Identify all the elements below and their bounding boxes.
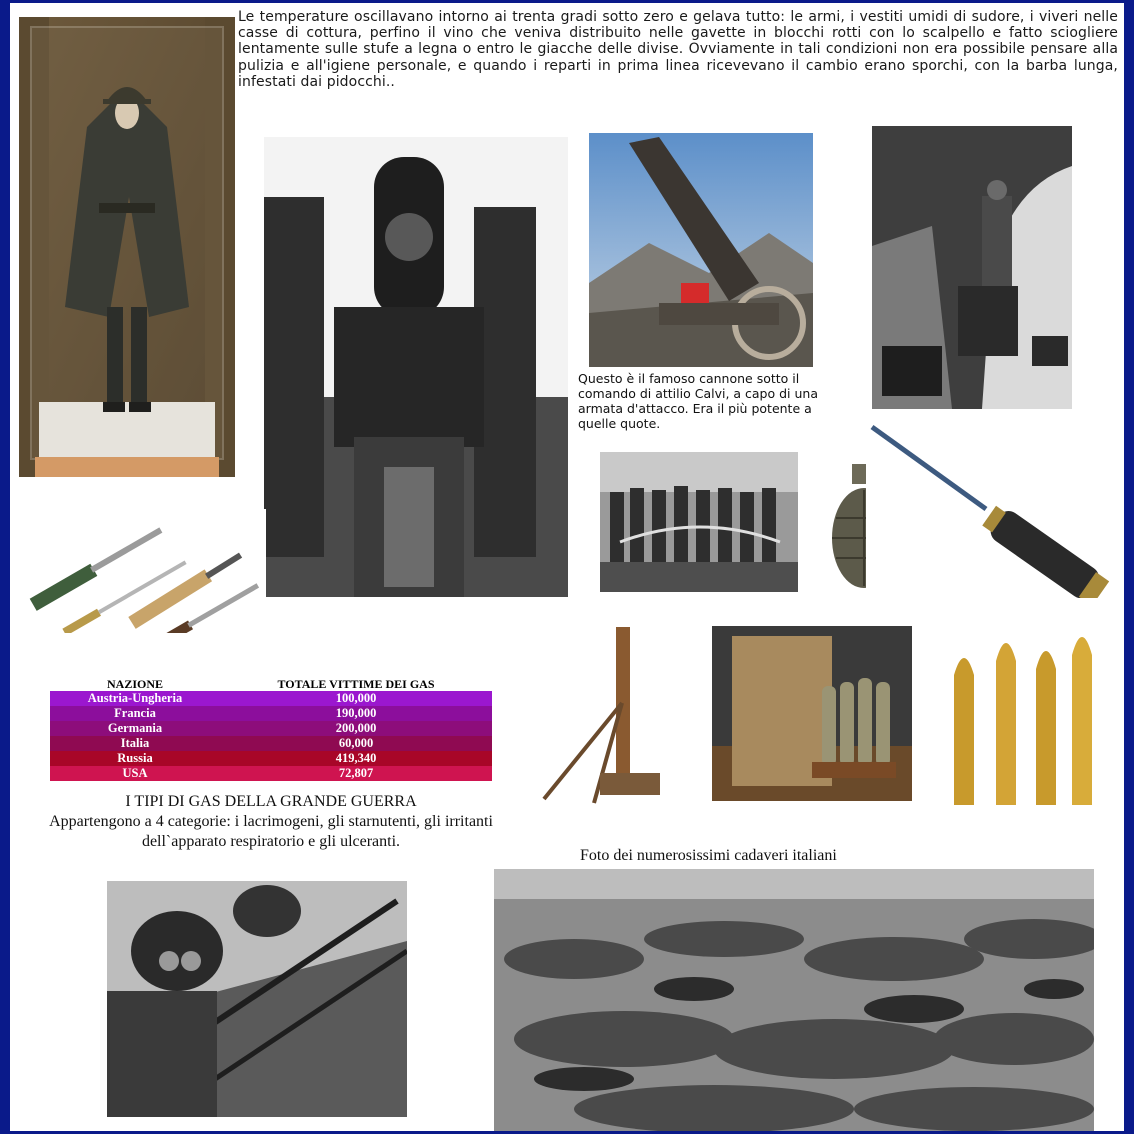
trench-tool-photo xyxy=(866,423,1114,598)
artillery-photo xyxy=(264,137,568,597)
table-row xyxy=(50,706,492,721)
battlefield-photo xyxy=(494,869,1094,1131)
gas-mask-soldiers-photo xyxy=(107,881,407,1117)
cave-machine-gun-photo xyxy=(872,126,1072,409)
cartridge-box-photo xyxy=(712,626,912,801)
row-nation: Austria-Ungheria xyxy=(87,691,183,705)
cannon-caption: Questo è il famoso cannone sotto il comando di attilio Calvi, a capo di una armata d'attacco. Era il più potente a quelle quote. xyxy=(578,371,819,431)
row-total: 190,000 xyxy=(335,706,377,720)
bayonets-photo xyxy=(16,509,266,633)
row-nation: Germania xyxy=(107,721,163,735)
mortar-photo xyxy=(524,623,664,807)
cannon-photo xyxy=(589,133,813,367)
row-nation: Russia xyxy=(117,751,153,765)
row-nation: Italia xyxy=(120,736,150,750)
table-header xyxy=(50,677,492,691)
gas-types-description: Appartengono a 4 categorie: i lacrimogeni, gli starnutenti, gli irritanti dell`apparato respiratorio e gli ulceranti. xyxy=(49,813,493,850)
row-nation: USA xyxy=(122,766,148,780)
table-row xyxy=(50,751,492,766)
bullets-photo xyxy=(940,615,1110,805)
page xyxy=(10,3,1124,1131)
gas-types-title: I TIPI DI GAS DELLA GRANDE GUERRA xyxy=(125,793,417,810)
table-row xyxy=(50,691,492,706)
soldiers-group-photo xyxy=(600,452,798,592)
gas-casualties-table xyxy=(50,677,492,781)
row-total: 72,807 xyxy=(338,766,374,780)
soldier-display-photo xyxy=(19,17,235,477)
header-nation: NAZIONE xyxy=(106,677,163,691)
table-row xyxy=(50,766,492,781)
row-total: 100,000 xyxy=(335,691,377,705)
row-nation: Francia xyxy=(114,706,156,720)
table-row xyxy=(50,721,492,736)
row-total: 60,000 xyxy=(338,736,374,750)
header-total: TOTALE VITTIME DEI GAS xyxy=(277,677,435,691)
table-row xyxy=(50,736,492,751)
intro-paragraph: Le temperature oscillavano intorno ai trenta gradi sotto zero e gelava tutto: le armi, i vestiti umidi di sudore, i viveri nelle casse di cottura, perfino il vino che veniva distribuito nelle gavette in blocchi rotti con lo scalpello e fatto sciogliere lentamente sulle stufe a legna o entro le giacche delle divise. Ovviamente in tali condizioni non era possibile pensare alla pulizia e all'igiene personale, e quando i reparti in prima linea ricevevano il cambio erano sporchi, con la barba lunga, infestati dai pidocchi.. xyxy=(238,9,1118,90)
row-total: 419,340 xyxy=(335,751,377,765)
corpses-caption: Foto dei numerosissimi cadaveri italiani xyxy=(580,847,837,864)
row-total: 200,000 xyxy=(335,721,377,735)
